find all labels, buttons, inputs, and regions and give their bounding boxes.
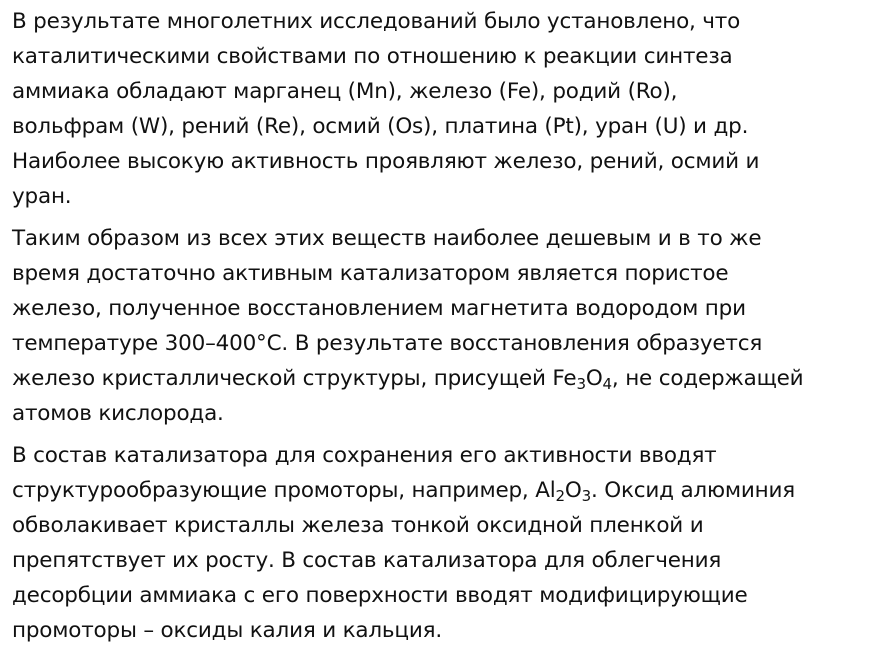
text-fragment: , не содержащей (611, 366, 804, 391)
text-line: обволакивает кристаллы железа тонкой оксидной пленкой и (12, 513, 704, 538)
text-line: препятствует их росту. В состав катализатора для облегчения (12, 548, 722, 573)
text-line: железо, полученное восстановлением магнетита водородом при (12, 296, 746, 321)
text-line: время достаточно активным катализатором является пористое (12, 261, 729, 286)
subscript: 4 (602, 375, 612, 394)
paragraph-porous-iron (12, 221, 890, 431)
text-line: атомов кислорода. (12, 401, 224, 426)
text-fragment: O (564, 478, 582, 503)
text-line: Таким образом из всех этих веществ наиболее дешевым и в то же (12, 226, 762, 251)
text-line: каталитическими свойствами по отношению к реакции синтеза (12, 44, 733, 69)
text-line: Наиболее высокую активность проявляют железо, рений, осмий и (12, 149, 760, 174)
text-fragment: O (585, 366, 603, 391)
text-line: В результате многолетних исследований было установлено, что (12, 9, 741, 34)
paragraph-catalysts (12, 4, 890, 214)
text-line: промоторы – оксиды калия и кальция. (12, 618, 442, 643)
text-line: аммиака обладают марганец (Mn), железо (Fe), родий (Ro), (12, 79, 678, 104)
text-line: уран. (12, 184, 72, 209)
text-fragment: структурообразующие промоторы, например, Al (12, 478, 556, 503)
text-line: температуре 300–400°С. В результате восстановления образуется (12, 331, 763, 356)
subscript: 2 (555, 487, 565, 506)
subscript: 3 (581, 487, 591, 506)
text-line-formula-fe3o4 (12, 361, 890, 396)
text-line: вольфрам (W), рений (Re), осмий (Os), платина (Pt), уран (U) и др. (12, 114, 749, 139)
subscript: 3 (576, 375, 586, 394)
text-fragment: железо кристаллической структуры, присущей Fe (12, 366, 577, 391)
document-body (12, 4, 890, 648)
text-line-formula-al2o3 (12, 473, 890, 508)
text-line: десорбции аммиака с его поверхности вводят модифицирующие (12, 583, 748, 608)
paragraph-promoters (12, 438, 890, 648)
text-fragment: . Оксид алюминия (590, 478, 796, 503)
text-line: В состав катализатора для сохранения его активности вводят (12, 443, 717, 468)
